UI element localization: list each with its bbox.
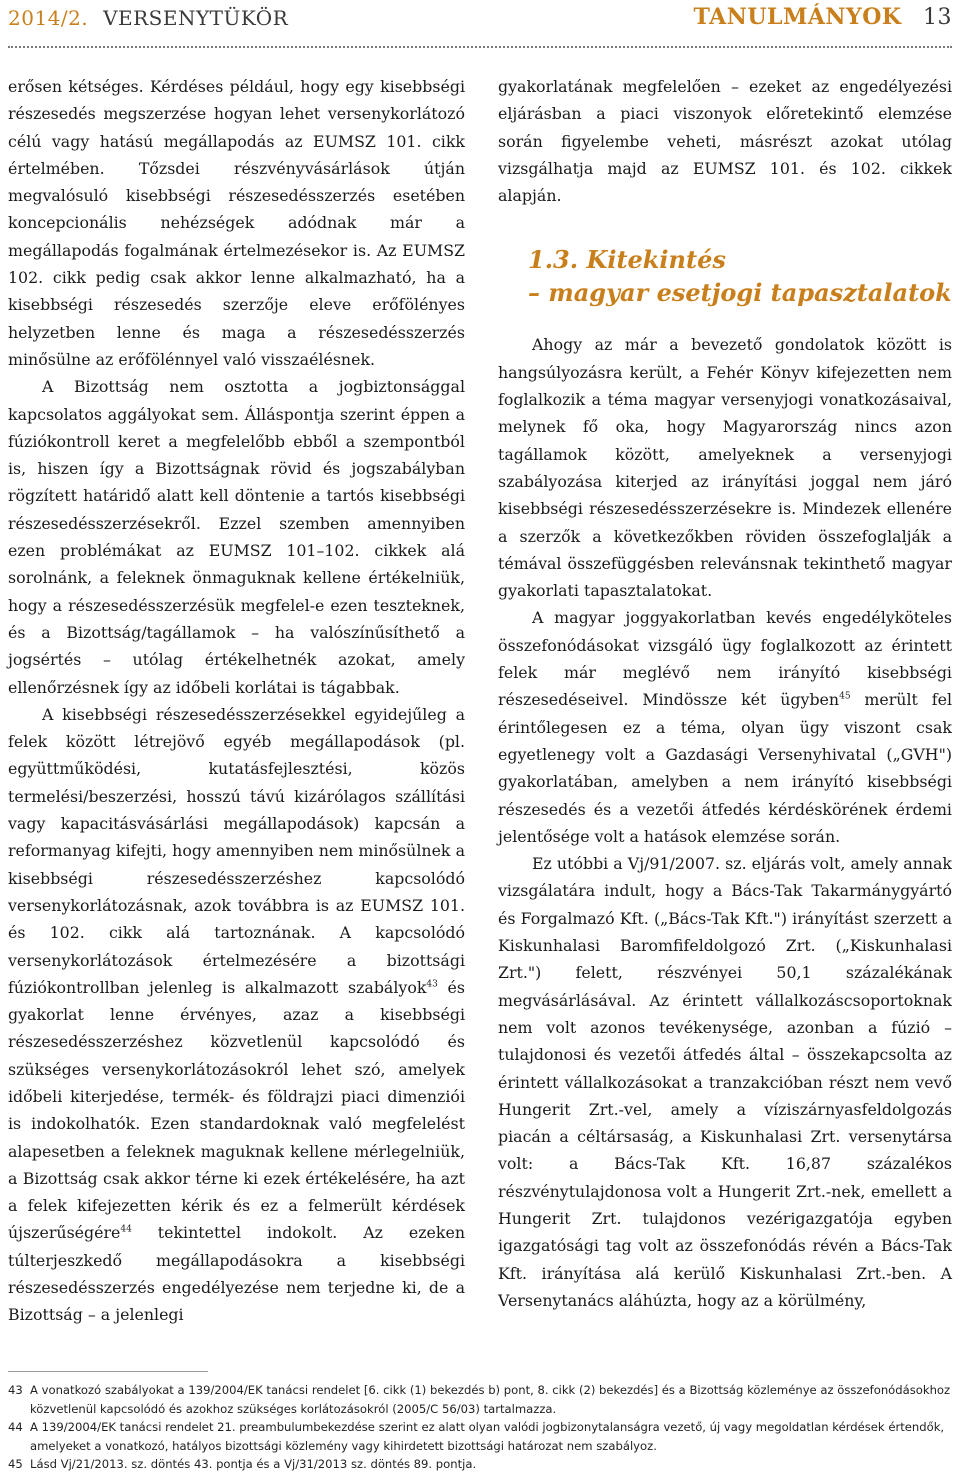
section-number: 1.3. (528, 245, 579, 275)
footnote-text: A vonatkozó szabályokat a 139/2004/EK tanácsi rendelet [6. cikk (1) bekezdés b) pont, 8. cikk (2) bekezdés] és a Bizottság közleménye az összefonódásokhoz közvetlenül kapcsolódó és azokhoz szükséges korlátozásokról (2005/C 56/03) tartalmazza. (30, 1383, 951, 1416)
section-subtitle: – magyar esetjogi tapasztalatok (528, 278, 952, 308)
right-column (498, 73, 952, 1314)
left-column (8, 73, 465, 1329)
footnote-text: A 139/2004/EK tanácsi rendelet 21. preambulumbekezdése szerint ez alatt olyan valódi jogbizonytalanságra vezető, új vagy megoldatlan kérdések értendők, amelyeket a vonatkozó, hatályos bizottsági közlemény vagy kihirdetett bizottsági határozat nem szabályoz. (30, 1420, 945, 1453)
footnotes (8, 1381, 952, 1474)
left-paragraph-2: A Bizottság nem osztotta a jogbiztonsággal kapcsolatos aggályokat sem. Álláspontja szerint éppen a fúziókontroll keret a megfelelőbb ebből a szempontból is, hiszen így a Bizottságnak rövid és jogszabályban rögzített határidő alatt kell döntenie a tartós kisebbségi részesedésszerzésekről. Ezzel szemben amennyiben ezen problémákat az EUMSZ 101–102. cikkek alá sorolnánk, a feleknek önmaguknak kellene értékelniük, hogy a részesedésszerzésük megfelel-e ezen teszteknek, és a Bizottság/tagállamok – ha valószínűsíthető a jogsértés – utólag értékelhetnék azokat, amely ellenőrzésnek így az időbeli korlátai is tágabbak. (8, 377, 465, 697)
right-paragraph-4: Ez utóbbi a Vj/91/2007. sz. eljárás volt, amely annak vizsgálatára indult, hogy a Bács-Tak Takarmánygyártó és Forgalmazó Kft. („Bács-Tak Kft.") irányítást szerzett a Kiskunhalasi Baromfifeldolgozó Zrt. („Kiskunhalasi Zrt.") felett, részvényei 50,1 százalékának megvásárlásával. Az érintett vállalkozáscsoportoknak nem volt azonos tevékenysége, azonban a fúzió – tulajdonosi és vezetői átfedés által – összekapcsolta az érintett vállalkozásokat a tranzakcióban részt nem vevő Hungerit Zrt.-vel, amely a víziszárnyasfeldolgozás piacán a céltársaság, a Kiskunhalasi Zrt. versenytársa volt: a Bács-Tak Kft. 16,87 százalékos részvénytulajdonosa volt a Hungerit Zrt.-nek, emellett a Hungerit Zrt. tulajdonos vezérigazgatója egyben igazgatósági tag volt az összefonódás révén a Bács-Tak Kft. irányítása alá kerülő Kiskunhalasi Zrt.-ben. A Versenytanács aláhúzta, hogy az a körülmény, (498, 854, 952, 1310)
footnote-ref-44[interactable]: 44 (120, 1225, 132, 1236)
footnote-43 (8, 1381, 952, 1418)
footnote-ref-43[interactable]: 43 (426, 979, 438, 990)
journal-title: VERSENYTÜKÖR (103, 6, 289, 30)
section-title: Kitekintés (586, 245, 726, 275)
right-paragraph-1: gyakorlatának megfelelően – ezeket az engedélyezési eljárásban a piaci viszonyok előretekintő elemzése során figyelembe veheti, másrészt azokat utólag vizsgálhatja majd az EUMSZ 101. és 102. cikkek alapján. (498, 77, 952, 206)
footnote-number: 44 (8, 1420, 23, 1435)
footnote-44 (8, 1418, 952, 1455)
right-paragraph-3-part-a: A magyar joggyakorlatban kevés engedélyköteles összefonódásokat vizsgáló ügy foglalkozott az érintett felek már meglévő nem irányító kisebbségi részesedéseivel. Mindössze két ügyben (498, 608, 952, 710)
header-divider (8, 46, 952, 48)
left-paragraph-3-part-a: A kisebbségi részesedésszerzésekkel egyidejűleg a felek között létrejövő egyéb megállapodások (pl. együttműködési, kutatásfejlesztési, közös termelési/beszerzési, hosszú távú kizárólagos szállítási vagy kapacitásvásárlási megállapodások) kapcsán a reformanyag kifejti, hogy amennyiben nem minősülnek a kisebbségi részesedésszerzéshez kapcsolódó versenykorlátozásnak, azok továbbra is az EUMSZ 101. és 102. cikk alá tartoznának. A kapcsolódó versenykorlátozások értelmezésére a bizottsági fúziókontrollban jelenleg is alkalmazott szabályok (8, 704, 465, 997)
journal-issue (8, 6, 288, 30)
left-paragraph-3-part-c: tekintettel indokolt. Az ezeken túlterjeszkedő megállapodásokra a kisebbségi részesedésszerzés engedélyezése nem terjedne ki, de a Bizottság – a jelenlegi (8, 1223, 465, 1325)
left-paragraph-3 (8, 701, 465, 1329)
right-paragraph-2: Ahogy az már a bevezető gondolatok között is hangsúlyozásra került, a Fehér Könyv kifejezetten nem foglalkozik a téma magyar versenyjogi vonatkozásaival, melynek fő oka, hogy Magyarország nincs azon tagállamok között, amelyeknek a versenyjogi szabályozása kiterjed az irányítási joggal nem járó kisebbségi részesedésszerzésekre is. Mindezek ellenére a szerzők a következőkben röviden összefoglalják a témával összefüggésben relevánsnak tekinthető magyar gyakorlati tapasztalatokat. (498, 335, 952, 601)
right-paragraph-3 (498, 604, 952, 850)
section-heading (528, 243, 952, 309)
footnote-text: Lásd Vj/21/2013. sz. döntés 43. pontja és a Vj/31/2013 sz. döntés 89. pontja. (30, 1457, 477, 1472)
page-number: 13 (923, 5, 952, 30)
footnote-ref-45[interactable]: 45 (839, 692, 851, 703)
footnote-divider (8, 1371, 208, 1372)
footnote-45 (8, 1455, 952, 1474)
footnote-number: 45 (8, 1457, 23, 1472)
section-heading-line-1 (528, 243, 952, 276)
running-header (8, 0, 952, 44)
section-and-page (693, 4, 952, 30)
section-label: TANULMÁNYOK (693, 4, 902, 30)
footnote-number: 43 (8, 1383, 23, 1397)
left-paragraph-3-part-b: és gyakorlat lenne érvényes, azaz a kisebbségi részesedésszerzéshez közvetlenül kapcsolódó és szükséges versenykorlátozásokról lehet szó, amelyek időbeli kiterjedése, termék- és földrajzi piaci dimenziói is indokolhatók. Ezen standardoknak való megfelelést alapesetben a feleknek maguknak kellene mérlegelniük, a Bizottság csak akkor térne ki ezek értékelésére, ha azt a felek kifejezetten kérik és ez a felmerült kérdések újszerűségére (8, 977, 465, 1243)
right-paragraph-3-part-b: merült fel érintőlegesen ez a téma, olyan ügy viszont csak egyetlenegy volt a Gazdasági Versenyhivatal („GVH") gyakorlatában, amelyben a nem irányító kisebbségi részesedés és a vezetői átfedés kérdéskörének érdemi jelentősége volt a hatások elemzése során. (498, 690, 952, 846)
left-paragraph-1: erősen kétséges. Kérdéses például, hogy egy kisebbségi részesedés megszerzése hogyan lehet versenykorlátozó célú vagy hatású megállapodás az EUMSZ 101. cikk értelmében. Tőzsdei részvényvásárlások útján megvalósuló kisebbségi részesedésszerzés esetében koncepcionális nehézségek adódnak már a megállapodás fogalmának értelmezésekor is. Az EUMSZ 102. cikk pedig csak akkor lenne alkalmazható, ha a kisebbségi részesedés szerzője eleve erőfölényes helyzetben lenne és maga a részesedésszerzés minősülne az erőfölénnyel való visszaélésnek. (8, 77, 465, 369)
issue-label: 2014/2. (8, 6, 89, 30)
